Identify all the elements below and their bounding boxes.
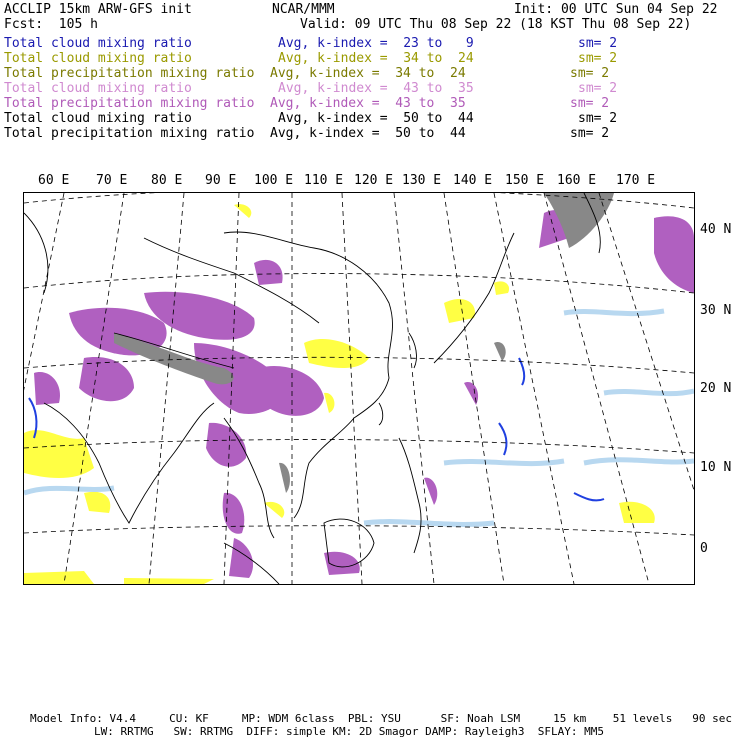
legend-avg: Avg, k-index = 50 to 44 [278,111,474,126]
cloud-patch [234,204,251,218]
lon-label: 150 E [505,173,545,188]
lon-label: 70 E [96,173,128,188]
cloud-patch [304,339,369,368]
lightblue-streak [364,522,494,525]
lightblue-streak [24,488,114,493]
lat-label: 0 [700,541,708,556]
blue-streak [499,423,506,455]
lon-label: 80 E [151,173,183,188]
lat-label: 10 N [700,460,732,475]
legend-field: Total cloud mixing ratio [4,81,192,96]
legend-avg: Avg, k-index = 34 to 24 [270,66,466,81]
lightblue-streak [584,460,694,463]
map-panel [23,192,695,585]
cloud-gray-areas [114,193,614,493]
coastline-philippines [399,438,421,553]
legend-avg: Avg, k-index = 43 to 35 [278,81,474,96]
legend-field: Total cloud mixing ratio [4,111,192,126]
cloud-patch [444,299,475,323]
lon-label: 110 E [304,173,344,188]
legend-avg: Avg, k-index = 34 to 24 [278,51,474,66]
coastline-taiwan [379,403,383,425]
lightblue-streak [564,311,664,314]
init-time: Init: 00 UTC Sun 04 Sep 22 [514,2,718,17]
lat-label: 20 N [700,381,732,396]
model-title: ACCLIP 15km ARW-GFS init [4,2,192,17]
map-canvas [24,193,694,584]
lightblue-streak [604,391,694,394]
cloud-patch [619,502,655,523]
legend-field: Total precipitation mixing ratio [4,96,255,111]
precip-patch [206,423,246,467]
gray-patch [279,463,290,493]
gray-patch [494,342,506,361]
precip-patch [34,372,60,405]
lat-label: 40 N [700,222,732,237]
legend-sm: sm= 2 [578,111,618,126]
lon-label: 90 E [205,173,237,188]
model-info-line1: Model Info: V4.4 CU: KF MP: WDM 6class PBL: YSU SF: Noah LSM 15 km 51 levels 90 sec [30,712,732,725]
legend-avg: Avg, k-index = 50 to 44 [270,126,466,141]
lon-label: 60 E [38,173,70,188]
coastline-mideast [24,213,48,293]
longitude-line [149,193,184,584]
legend-sm: sm= 2 [578,36,618,51]
legend-field: Total precipitation mixing ratio [4,66,255,81]
blue-streak [574,493,604,500]
longitude-line [394,193,434,584]
legend-sm: sm= 2 [578,81,618,96]
legend-field: Total precipitation mixing ratio [4,126,255,141]
longitude-line [342,193,362,584]
longitude-line [544,193,649,584]
valid-time: Valid: 09 UTC Thu 08 Sep 22 (18 KST Thu 08 Sep 22) [300,17,692,32]
lon-label: 140 E [453,173,493,188]
coastline-korea [409,333,416,368]
organization: NCAR/MMM [272,2,335,17]
latitude-line [24,274,694,293]
latitude-line [24,440,694,453]
lat-label: 30 N [700,303,732,318]
lon-label: 120 E [354,173,394,188]
cloud-patch [324,393,334,413]
precip-patch [254,260,283,285]
precip-patch [424,478,437,505]
legend-sm: sm= 2 [570,126,610,141]
legend-avg: Avg, k-index = 43 to 35 [270,96,466,111]
legend-avg: Avg, k-index = 23 to 9 [278,36,474,51]
lon-label: 100 E [254,173,294,188]
legend-field: Total cloud mixing ratio [4,36,192,51]
model-info-line2: LW: RRTMG SW: RRTMG DIFF: simple KM: 2D Smagor DAMP: Rayleigh3 SFLAY: MM5 [94,725,604,738]
cloud-patch [84,492,110,513]
legend-sm: sm= 2 [570,66,610,81]
legend-sm: sm= 2 [570,96,610,111]
lon-label: 130 E [402,173,442,188]
precip-patch [654,216,694,293]
lightblue-streak [444,461,564,464]
lon-label: 170 E [616,173,656,188]
legend-field: Total cloud mixing ratio [4,51,192,66]
cloud-patch [24,571,94,584]
cloud-patch [124,578,214,584]
forecast-hour: Fcst: 105 h [4,17,98,32]
lon-label: 160 E [557,173,597,188]
cloud-patch [494,281,509,295]
legend-sm: sm= 2 [578,51,618,66]
